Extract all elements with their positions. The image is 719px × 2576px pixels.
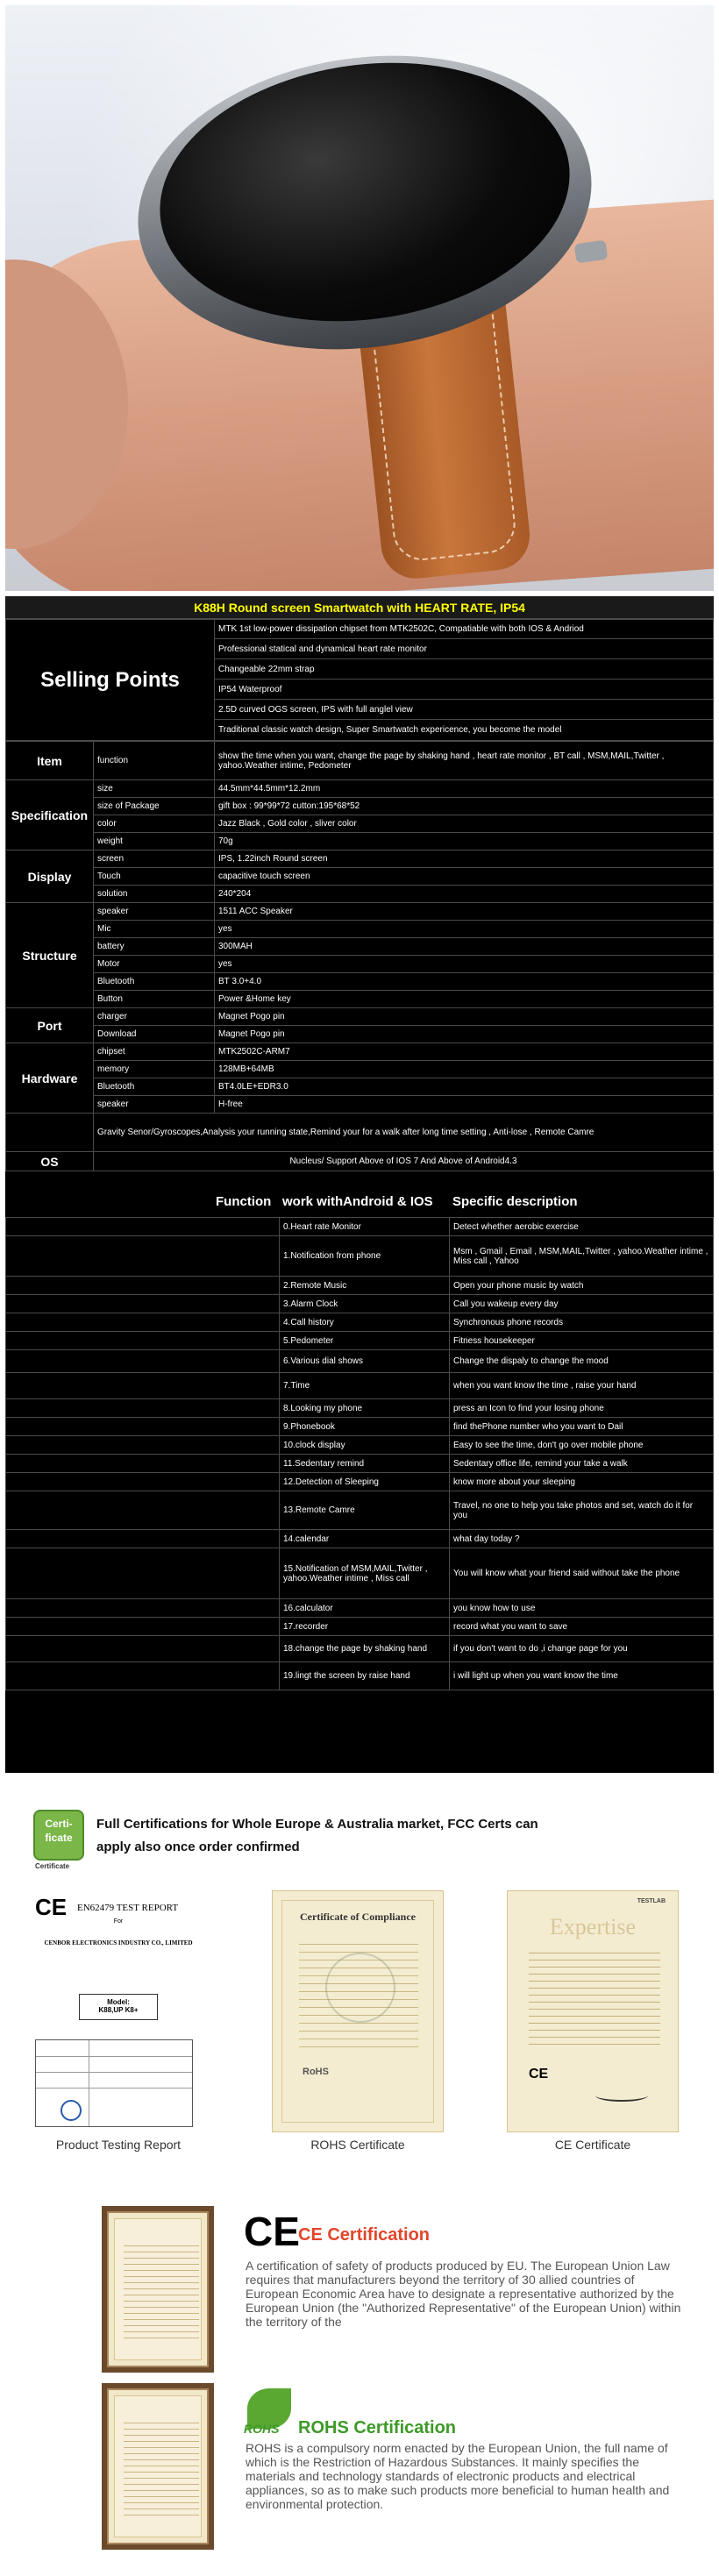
function-row-spacer	[6, 1373, 280, 1399]
category-specification: Specification	[6, 780, 94, 850]
function-row	[6, 1236, 714, 1277]
function-name: 4.Call history	[280, 1313, 450, 1332]
report-for: For	[113, 1918, 124, 1925]
spec-key: Button	[94, 991, 215, 1008]
selling-point: Changeable 22mm strap	[215, 659, 714, 680]
badge-line: Certi-	[45, 1818, 73, 1830]
doc3-text-lines	[529, 1953, 660, 2049]
rohs-section-title: ROHS Certification	[298, 2418, 457, 2437]
spec-value: IPS, 1.22inch Round screen	[215, 850, 714, 868]
spec-key: memory	[94, 1061, 215, 1078]
spec-value: yes	[215, 956, 714, 973]
function-description: you know how to use	[450, 1599, 714, 1618]
function-name: 12.Detection of Sleeping	[280, 1473, 450, 1491]
function-row-spacer	[6, 1399, 280, 1418]
category-os: OS	[6, 1152, 94, 1171]
spec-value: 44.5mm*44.5mm*12.2mm	[215, 780, 714, 798]
spec-value: 1511 ACC Speaker	[215, 903, 714, 921]
function-description: when you want know the time , raise your hand	[450, 1373, 714, 1399]
function-row-spacer	[6, 1418, 280, 1436]
function-name: 18.change the page by shaking hand	[280, 1636, 450, 1662]
function-description: Open your phone music by watch	[450, 1277, 714, 1295]
lab-seal-icon	[61, 2100, 82, 2121]
function-row-spacer	[6, 1350, 280, 1373]
function-row	[6, 1418, 714, 1436]
function-name: 1.Notification from phone	[280, 1236, 450, 1277]
spec-value: Power &Home key	[215, 991, 714, 1008]
hero-photo-smartwatch-on-wrist	[5, 5, 714, 591]
spec-key: size	[94, 780, 215, 798]
category-hardware: Hardware	[6, 1043, 94, 1114]
spec-table	[5, 619, 714, 741]
function-row	[6, 1618, 714, 1636]
spec-value: MTK2502C-ARM7	[215, 1043, 714, 1061]
report-info-grid	[35, 2039, 193, 2127]
function-name: 19.lingt the screen by raise hand	[280, 1662, 450, 1690]
model-value: K88,UP K8+	[98, 2006, 139, 2014]
function-description: i will light up when you want know the time	[450, 1662, 714, 1690]
spec-key: function	[94, 742, 215, 780]
spec-value: 128MB+64MB	[215, 1061, 714, 1078]
function-row	[6, 1373, 714, 1399]
caption-rohs: ROHS Certificate	[310, 2138, 405, 2152]
function-row-spacer	[6, 1218, 280, 1236]
doc2-title: Certificate of Compliance	[300, 1911, 416, 1923]
spec-key: speaker	[94, 1096, 215, 1114]
function-row	[6, 1313, 714, 1332]
function-list	[5, 1217, 714, 1690]
category-port: Port	[6, 1008, 94, 1043]
ce-mark-icon: CE	[35, 1894, 68, 1920]
spec-value: yes	[215, 921, 714, 938]
spec-key: weight	[94, 833, 215, 850]
function-row-spacer	[6, 1295, 280, 1313]
spec-value: 70g	[215, 833, 714, 850]
doc3-ce-stamp: CE	[529, 2067, 549, 2081]
function-row-spacer	[6, 1636, 280, 1662]
function-row	[6, 1436, 714, 1455]
function-name: 0.Heart rate Monitor	[280, 1218, 450, 1236]
spec-key: chipset	[94, 1043, 215, 1061]
caption-ce: CE Certificate	[554, 2138, 631, 2152]
function-name: 16.calculator	[280, 1599, 450, 1618]
report-company: CENBOR ELECTRONICS INDUSTRY CO., LIMITED	[44, 1939, 193, 1946]
function-row-spacer	[6, 1599, 280, 1618]
function-description: Travel, no one to help you take photos and set, watch do it for you	[450, 1491, 714, 1530]
spec-key: screen	[94, 850, 215, 868]
function-row	[6, 1662, 714, 1690]
function-description: if you don't want to do ,i change page for you	[450, 1636, 714, 1662]
spec-value: H-free	[215, 1096, 714, 1114]
function-name: 8.Looking my phone	[280, 1399, 450, 1418]
function-description: Fitness housekeeper	[450, 1332, 714, 1350]
function-row-spacer	[6, 1618, 280, 1636]
product-page	[0, 5, 719, 2576]
function-row-spacer	[6, 1548, 280, 1599]
function-name: 14.calendar	[280, 1530, 450, 1548]
function-row-spacer	[6, 1530, 280, 1548]
function-name: 9.Phonebook	[280, 1418, 450, 1436]
spec-value: BT4.0LE+EDR3.0	[215, 1078, 714, 1096]
sensor-description: Gravity Senor/Gyroscopes,Analysis your running state,Remind your for a walk after long time setting , Anti-lose , Remote Camre	[94, 1114, 714, 1152]
function-name: 10.clock display	[280, 1436, 450, 1455]
function-row-spacer	[6, 1436, 280, 1455]
function-row-spacer	[6, 1332, 280, 1350]
doc2-watermark-icon	[325, 1953, 395, 2023]
function-row	[6, 1277, 714, 1295]
function-row-spacer	[6, 1277, 280, 1295]
spec-key: Touch	[94, 868, 215, 886]
signature-icon	[595, 2089, 648, 2102]
function-description: find thePhone number who you want to Dail	[450, 1418, 714, 1436]
spec-key: Bluetooth	[94, 1078, 215, 1096]
spec-value: Magnet Pogo pin	[215, 1026, 714, 1043]
spec-key: color	[94, 815, 215, 833]
function-description: know more about your sleeping	[450, 1473, 714, 1491]
function-row-spacer	[6, 1491, 280, 1530]
headline-line: apply also once order confirmed	[96, 1839, 300, 1854]
function-description: Change the dispaly to change the mood	[450, 1350, 714, 1373]
function-spacer	[5, 1171, 212, 1217]
function-name: 7.Time	[280, 1373, 450, 1399]
headline-line: Full Certifications for Whole Europe & Australia market, FCC Certs can	[96, 1817, 538, 1832]
doc3-title: Expertise	[549, 1914, 637, 1939]
category-display: Display	[6, 850, 94, 903]
function-row	[6, 1548, 714, 1599]
function-name: 11.Sedentary remind	[280, 1455, 450, 1473]
spec-value: 300MAH	[215, 938, 714, 956]
rohs-logo-text: ROHS	[244, 2422, 280, 2436]
spec-key: solution	[94, 886, 215, 903]
model-label: Model:	[107, 1998, 130, 2006]
badge-caption: Certificate	[35, 1862, 70, 1870]
selling-point: MTK 1st low-power dissipation chipset from MTK2502C, Compatiable with both IOS & Andriod	[215, 620, 714, 639]
ce-certificate-document	[507, 1890, 679, 2132]
selling-point: Traditional classic watch design, Super Smartwatch expericence, you become the model	[215, 720, 714, 741]
spec-key: Download	[94, 1026, 215, 1043]
spec-key: Motor	[94, 956, 215, 973]
spec-key: battery	[94, 938, 215, 956]
function-table	[5, 1171, 714, 1217]
framed-paper	[114, 2395, 202, 2537]
ce-section-title: CE Certification	[298, 2225, 431, 2245]
ce-framed-certificate	[102, 2206, 214, 2373]
ce-logo-icon: CE	[244, 2209, 300, 2254]
function-row-spacer	[6, 1236, 280, 1277]
function-name: 13.Remote Camre	[280, 1491, 450, 1530]
function-row	[6, 1399, 714, 1418]
function-row	[6, 1455, 714, 1473]
function-name: 5.Pedometer	[280, 1332, 450, 1350]
spec-value: show the time when you want, change the page by shaking hand , heart rate monitor , BT call , MSM,MAIL,Twitter , yahoo.Weather intime, Pedometer	[215, 742, 714, 780]
test-report-document	[35, 1889, 202, 2134]
spec-value: BT 3.0+4.0	[215, 973, 714, 991]
selling-points-label: Selling Points	[6, 620, 215, 741]
function-description: Sedentary office life, remind your take a walk	[450, 1455, 714, 1473]
function-description: Msm , Gmail , Email , MSM,MAIL,Twitter , yahoo.Weather intime , Miss call , Yahoo	[450, 1236, 714, 1277]
function-name: 3.Alarm Clock	[280, 1295, 450, 1313]
function-description: record what you want to save	[450, 1618, 714, 1636]
spec-value: capacitive touch screen	[215, 868, 714, 886]
spec-title: K88H Round screen Smartwatch with HEART RATE, IP54	[5, 596, 714, 619]
function-description: Detect whether aerobic exercise	[450, 1218, 714, 1236]
function-name: 15.Notification of MSM,MAIL,Twitter , yahoo.Weather intime , Miss call	[280, 1548, 450, 1599]
function-row	[6, 1473, 714, 1491]
certifications-section	[0, 1778, 719, 2576]
function-row	[6, 1530, 714, 1548]
rohs-section-text: ROHS is a compulsory norm enacted by the European Union, the full name of which is the Restriction of Hazardous Substances. It mainly specifies the materials and technology standards of electronic products and electrical appliances, so as to make such products more beneficial to human health and environmental protection.	[246, 2441, 670, 2511]
category-sensor	[6, 1114, 94, 1152]
spec-key: Mic	[94, 921, 215, 938]
function-row	[6, 1350, 714, 1373]
selling-point: Professional statical and dynamical heart rate monitor	[215, 639, 714, 659]
caption-test-report: Product Testing Report	[55, 2138, 182, 2152]
spec-detail-table	[5, 741, 714, 1171]
description-header: Specific description	[452, 1193, 578, 1209]
rohs-framed-certificate	[102, 2383, 214, 2550]
function-row	[6, 1295, 714, 1313]
function-row-spacer	[6, 1313, 280, 1332]
os-value: Nucleus/ Support Above of IOS 7 And Above of Android4.3	[94, 1152, 714, 1171]
function-row-spacer	[6, 1662, 280, 1690]
function-row	[6, 1636, 714, 1662]
spec-sheet	[5, 596, 714, 1773]
function-description: You will know what your friend said without take the phone	[450, 1548, 714, 1599]
function-description: Easy to see the time, don't go over mobile phone	[450, 1436, 714, 1455]
spec-key: charger	[94, 1008, 215, 1026]
function-description: press an Icon to find your losing phone	[450, 1399, 714, 1418]
report-model-box	[79, 1994, 158, 2020]
work-with-header: work withAndroid & IOS	[282, 1193, 433, 1209]
selling-point: IP54 Waterproof	[215, 680, 714, 700]
function-name: 6.Various dial shows	[280, 1350, 450, 1373]
function-row	[6, 1332, 714, 1350]
function-row	[6, 1218, 714, 1236]
category-item: Item	[6, 742, 94, 780]
function-name: 2.Remote Music	[280, 1277, 450, 1295]
doc3-logo: TESTLAB	[637, 1898, 666, 1904]
function-row-spacer	[6, 1473, 280, 1491]
function-row	[6, 1599, 714, 1618]
cert-headline	[96, 1813, 623, 1859]
rohs-certificate-document	[272, 1890, 444, 2132]
certificate-badge-icon	[33, 1810, 84, 1861]
report-title: EN62479 TEST REPORT	[77, 1903, 179, 1913]
spec-key: Bluetooth	[94, 973, 215, 991]
badge-line: ficate	[45, 1832, 73, 1844]
function-row-spacer	[6, 1455, 280, 1473]
spec-value: gift box : 99*99*72 cutton:195*68*52	[215, 798, 714, 815]
spec-value: Magnet Pogo pin	[215, 1008, 714, 1026]
spec-value: Jazz Black , Gold color , sliver color	[215, 815, 714, 833]
function-header: Function	[216, 1193, 272, 1209]
doc2-rohs-stamp: RoHS	[303, 2067, 329, 2077]
function-description: Synchronous phone records	[450, 1313, 714, 1332]
selling-point: 2.5D curved OGS screen, IPS with full anglel view	[215, 700, 714, 720]
spec-value: 240*204	[215, 886, 714, 903]
framed-paper	[114, 2218, 202, 2360]
spec-key: size of Package	[94, 798, 215, 815]
spec-key: speaker	[94, 903, 215, 921]
function-row	[6, 1491, 714, 1530]
function-description: what day today ?	[450, 1530, 714, 1548]
category-structure: Structure	[6, 903, 94, 1008]
function-description: Call you wakeup every day	[450, 1295, 714, 1313]
function-name: 17.recorder	[280, 1618, 450, 1636]
ce-section-text: A certification of safety of products produced by EU. The European Union Law requires that manufacturers beyond the territory of 30 allied countries of European Economic Area have to designate a representative authorized by the European Union (the "Authorized Representative" of the European Union) within the territory of the	[246, 2259, 681, 2329]
